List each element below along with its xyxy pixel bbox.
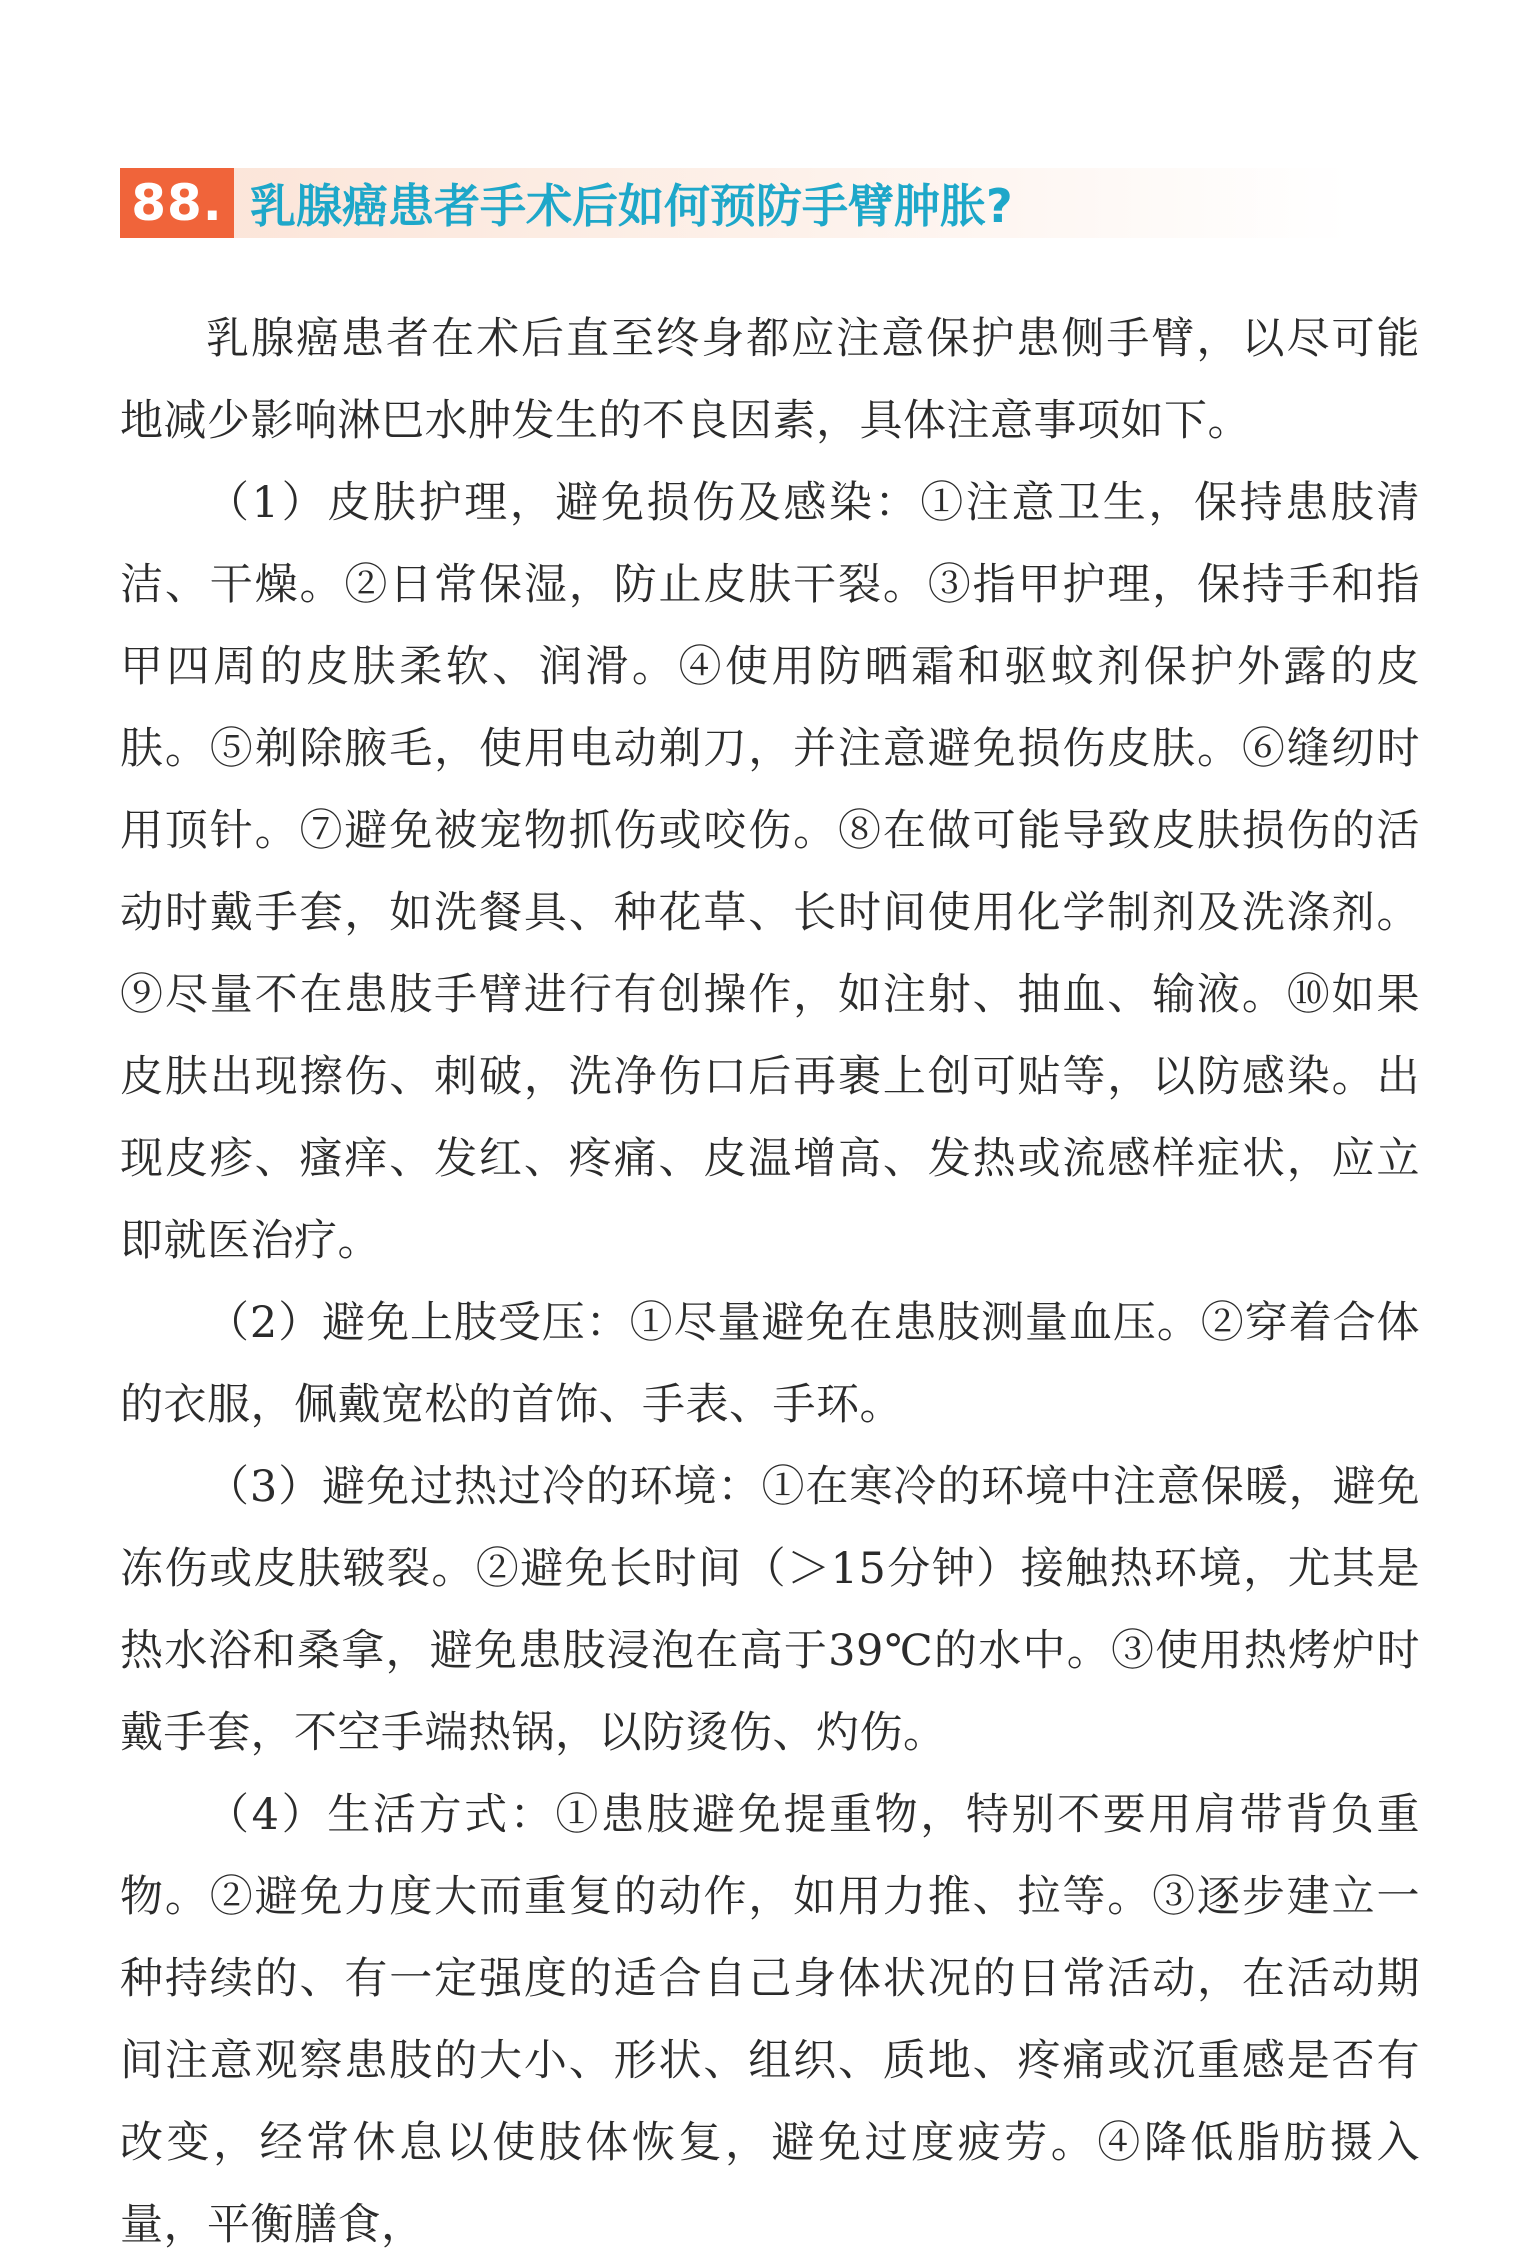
lifestyle-paragraph: （4）生活方式：①患肢避免提重物，特别不要用肩带背负重物。②避免力度大而重复的动作，如用力推、拉等。③逐步建立一种持续的、有一定强度的适合自己身体状况的日常活动，在活动期间注意观察患肢的大小、形状、组织、质地、疼痛或沉重感是否有改变，经常休息以使肢体恢复，避免过度疲劳。④降低脂肪摄入量，平衡膳食， — [120, 1790, 1420, 2250]
section-heading — [120, 168, 1350, 238]
intro-paragraph: 乳腺癌患者在术后直至终身都应注意保护患侧手臂，以尽可能地减少影响淋巴水肿发生的不良因素，具体注意事项如下。 — [120, 314, 1420, 446]
avoid-pressure-paragraph: （2）避免上肢受压：①尽量避免在患肢测量血压。②穿着合体的衣服，佩戴宽松的首饰、手表、手环。 — [120, 1298, 1420, 1430]
temperature-paragraph: （3）避免过热过冷的环境：①在寒冷的环境中注意保暖，避免冻伤或皮肤皲裂。②避免长时间（＞15分钟）接触热环境，尤其是热水浴和桑拿，避免患肢浸泡在高于39℃的水中。③使用热烤炉时戴手套，不空手端热锅，以防烫伤、灼伤。 — [120, 1462, 1420, 1758]
skin-care-paragraph: （1）皮肤护理，避免损伤及感染：①注意卫生，保持患肢清洁、干燥。②日常保湿，防止皮肤干裂。③指甲护理，保持手和指甲四周的皮肤柔软、润滑。④使用防晒霜和驱蚊剂保护外露的皮肤。⑤剃除腋毛，使用电动剃刀，并注意避免损伤皮肤。⑥缝纫时用顶针。⑦避免被宠物抓伤或咬伤。⑧在做可能导致皮肤损伤的活动时戴手套，如洗餐具、种花草、长时间使用化学制剂及洗涤剂。⑨尽量不在患肢手臂进行有创操作，如注射、抽血、输液。⑩如果皮肤出现擦伤、刺破，洗净伤口后再裹上创可贴等，以防感染。出现皮疹、瘙痒、发红、疼痛、皮温增高、发热或流感样症状，应立即就医治疗。 — [120, 478, 1420, 1266]
article-body — [120, 298, 1420, 2266]
question-number: 88. — [120, 168, 234, 238]
question-title: 乳腺癌患者手术后如何预防手臂肿胀? — [250, 179, 1013, 233]
